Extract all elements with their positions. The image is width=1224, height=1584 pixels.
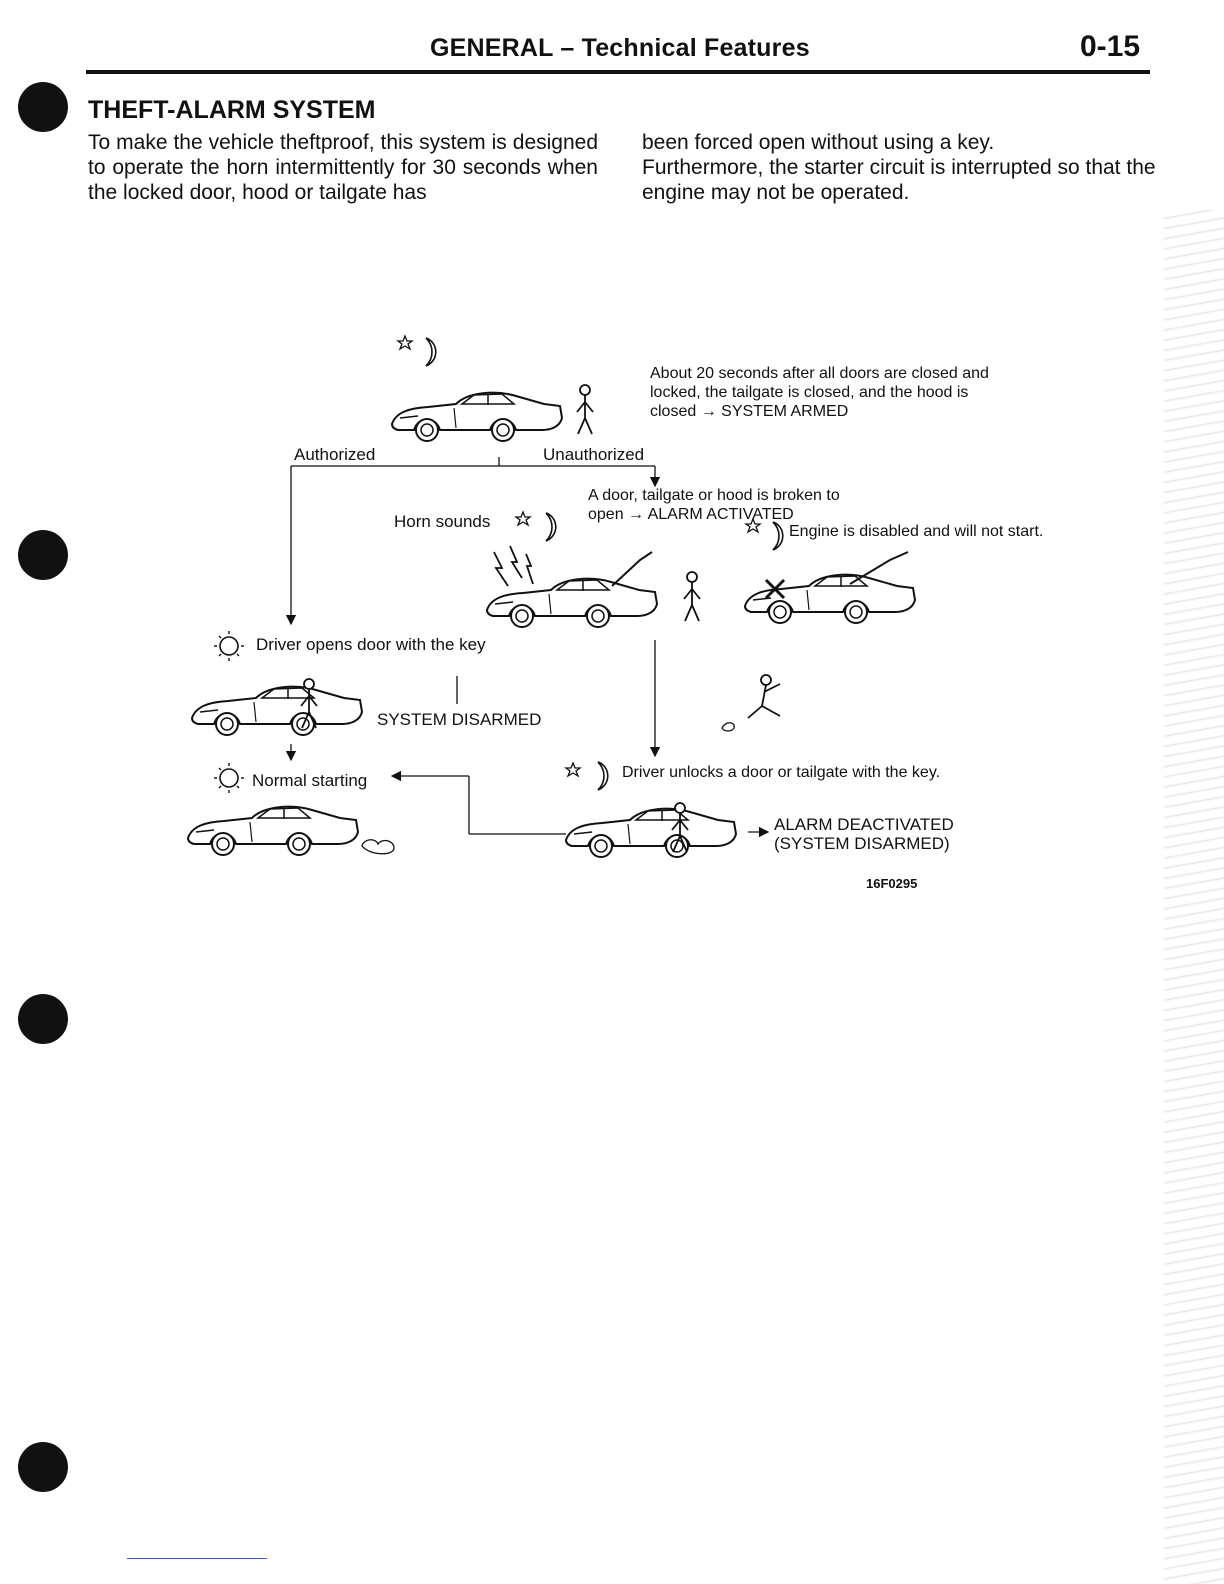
figure-code: 16F0295	[866, 876, 918, 891]
alarm-activated-note	[588, 486, 840, 524]
header-title: GENERAL – Technical Features	[430, 34, 810, 62]
normal-starting-label: Normal starting	[252, 771, 368, 790]
car-alarm-illustration	[487, 579, 657, 627]
exhaust-icon	[362, 840, 394, 854]
car-engine-disabled-illustration	[745, 575, 915, 623]
star-icon	[516, 512, 530, 525]
system-disarmed-label: SYSTEM DISARMED	[377, 710, 542, 729]
car-alarm-deactivated-illustration	[566, 809, 736, 857]
unauthorized-label: Unauthorized	[543, 445, 645, 464]
horn-sound-icon	[494, 546, 533, 586]
scan-noise-edge	[1164, 210, 1224, 1584]
alarm-activated-line: A door, tailgate or hood is broken to	[588, 487, 840, 504]
driver-unlocks-label: Driver unlocks a door or tailgate with the key.	[622, 764, 941, 781]
moon-icon	[598, 762, 608, 790]
car-normal-starting-illustration	[188, 807, 358, 855]
horn-sounds-label: Horn sounds	[394, 512, 491, 531]
alarm-activated-line: open → ALARM ACTIVATED	[588, 506, 794, 523]
alarm-deactivated-line: ALARM DEACTIVATED	[774, 815, 954, 834]
engine-disabled-label: Engine is disabled and will not start.	[789, 523, 1044, 540]
sun-icon	[214, 763, 244, 793]
car-driver-opens-illustration	[192, 687, 362, 735]
section-title: THEFT-ALARM SYSTEM	[88, 96, 376, 124]
moon-icon	[426, 338, 436, 366]
walking-person-illustration	[577, 385, 593, 434]
thief-person-illustration	[684, 572, 700, 621]
moon-icon	[546, 513, 556, 541]
moon-icon	[773, 522, 783, 550]
body-text-left: To make the vehicle theftproof, this system is designed to operate the horn intermittently for 30 seconds when the locked door, hood or tailgate has	[88, 131, 598, 204]
sun-icon	[214, 631, 244, 661]
body-text-right-line: Furthermore, the starter circuit is interrupted so that the engine may not be operated.	[642, 156, 1156, 204]
alarm-deactivated-note	[774, 815, 954, 853]
star-icon	[566, 763, 580, 776]
page-number: 0-15	[1080, 30, 1141, 63]
armed-note-line: closed → SYSTEM ARMED	[650, 403, 849, 420]
authorized-label: Authorized	[294, 445, 376, 464]
footer-rule	[127, 1558, 267, 1559]
fleeing-thief-illustration	[722, 675, 780, 731]
car-armed-illustration	[392, 393, 562, 441]
body-text-right-line: been forced open without using a key.	[642, 131, 995, 154]
driver-opens-label: Driver opens door with the key	[256, 635, 486, 654]
star-icon	[398, 336, 412, 349]
armed-note	[650, 364, 989, 421]
armed-note-line: About 20 seconds after all doors are closed and	[650, 365, 989, 382]
alarm-deactivated-line: (SYSTEM DISARMED)	[774, 834, 950, 853]
armed-note-line: locked, the tailgate is closed, and the hood is	[650, 384, 969, 401]
